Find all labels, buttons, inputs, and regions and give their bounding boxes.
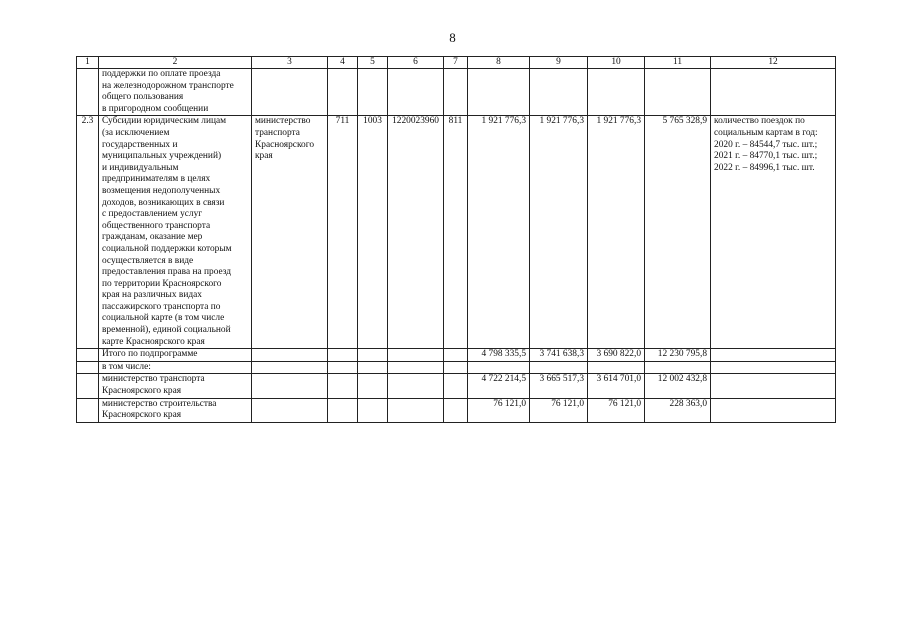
cell-text-line: социальной карте (в том числе [102,313,225,324]
amount-cell [530,69,588,116]
code-cell: 1220023960 [388,116,444,349]
cell-text-line: возмещения недополученных [102,185,221,196]
header-cell: 11 [645,57,711,69]
table-body [77,69,836,423]
table-row [77,374,836,398]
cell-text-line: Субсидии юридическим лицам [102,116,227,127]
amount-cell: 12 002 432,8 [645,374,711,398]
header-cell: 10 [588,57,645,69]
code-cell [388,374,444,398]
amount-cell: 3 614 701,0 [588,374,645,398]
code-cell [328,349,358,362]
cell-text-line: края на различных видах [102,290,202,301]
cell-text-line: социальным картам в год: [714,127,818,138]
result-cell [711,398,836,422]
cell-text-line: гражданам, оказание мер [102,232,203,243]
table-row [77,361,836,374]
code-cell [358,361,388,374]
cell-text-line: 2021 г. – 84770,1 тыс. шт.; [714,151,818,162]
administrator-cell [252,116,328,349]
code-cell [444,69,468,116]
header-row [77,57,836,69]
row-number-cell [77,361,99,374]
code-cell [444,374,468,398]
amount-cell: 1 921 776,3 [588,116,645,349]
cell-text-line: транспорта [255,127,300,138]
description-cell [99,116,252,349]
cell-text-line: по территории Красноярского [102,278,222,289]
header-cell: 5 [358,57,388,69]
table-row [77,349,836,362]
cell-text-line: муниципальных учреждений) [102,151,222,162]
header-cell: 7 [444,57,468,69]
result-cell [711,374,836,398]
code-cell [388,398,444,422]
code-cell [388,349,444,362]
cell-text-line: предоставления права на проезд [102,267,232,278]
description-cell [99,374,252,398]
header-cell: 2 [99,57,252,69]
amount-cell [645,361,711,374]
header-cell: 12 [711,57,836,69]
cell-text-line: Итого по подпрограмме [102,349,198,360]
amount-cell [588,69,645,116]
amount-cell: 4 798 335,5 [468,349,530,362]
code-cell: 811 [444,116,468,349]
cell-text-line: пассажирского транспорта по [102,301,221,312]
table-row [77,398,836,422]
header-cell: 6 [388,57,444,69]
code-cell [358,374,388,398]
cell-text-line: карте Красноярского края [102,336,205,347]
code-cell [358,69,388,116]
row-number-cell [77,374,99,398]
code-cell [444,398,468,422]
cell-text-line: и индивидуальным [102,162,179,173]
cell-text-line: временной), единой социальной [102,325,231,336]
result-cell [711,69,836,116]
amount-cell: 4 722 214,5 [468,374,530,398]
code-cell [358,349,388,362]
amount-cell: 76 121,0 [468,398,530,422]
description-cell [99,69,252,116]
cell-text-line: края [255,151,273,162]
description-cell [99,398,252,422]
cell-text-line: Красноярского края [102,410,182,421]
amount-cell [468,361,530,374]
table-row [77,116,836,349]
cell-text-line: 2020 г. – 84544,7 тыс. шт.; [714,139,818,150]
result-cell [711,349,836,362]
cell-text-line: в том числе: [102,361,151,372]
result-cell [711,116,836,349]
cell-text-line: с предоставлением услуг [102,209,203,220]
administrator-cell [252,374,328,398]
amount-cell [468,69,530,116]
amount-cell: 5 765 328,9 [645,116,711,349]
administrator-cell [252,398,328,422]
row-number-cell: 2.3 [77,116,99,349]
cell-text-line: министерство транспорта [102,374,205,385]
amount-cell: 3 690 822,0 [588,349,645,362]
cell-text-line: министерство [255,116,311,127]
amount-cell: 1 921 776,3 [468,116,530,349]
code-cell: 711 [328,116,358,349]
administrator-cell [252,69,328,116]
row-number-cell [77,398,99,422]
amount-cell: 1 921 776,3 [530,116,588,349]
code-cell [328,398,358,422]
code-cell [388,69,444,116]
amount-cell [645,69,711,116]
cell-text-line: в пригородном сообщении [102,103,209,114]
amount-cell: 228 363,0 [645,398,711,422]
cell-text-line: Красноярского [255,139,315,150]
description-cell [99,361,252,374]
cell-text-line: осуществляется в виде [102,255,194,266]
amount-cell [588,361,645,374]
code-cell [328,69,358,116]
cell-text-line: на железнодорожном транспорте [102,80,234,91]
code-cell [328,361,358,374]
cell-text-line: 2022 г. – 84996,1 тыс. шт. [714,162,815,173]
amount-cell: 3 665 517,3 [530,374,588,398]
code-cell [444,349,468,362]
cell-text-line: общественного транспорта [102,220,211,231]
cell-text-line: предпринимателям в целях [102,174,211,185]
cell-text-line: социальной поддержки которым [102,243,232,254]
code-cell [388,361,444,374]
code-cell: 1003 [358,116,388,349]
amount-cell: 3 741 638,3 [530,349,588,362]
table-row [77,69,836,116]
amount-cell [530,361,588,374]
cell-text-line: поддержки по оплате проезда [102,69,221,79]
cell-text-line: министерство строительства [102,398,217,409]
administrator-cell [252,349,328,362]
amount-cell: 76 121,0 [530,398,588,422]
code-cell [328,374,358,398]
cell-text-line: Красноярского края [102,386,182,397]
code-cell [358,398,388,422]
header-cell: 8 [468,57,530,69]
row-number-cell [77,69,99,116]
cell-text-line: государственных и [102,139,178,150]
code-cell [444,361,468,374]
header-cell: 3 [252,57,328,69]
header-cell: 4 [328,57,358,69]
budget-table [76,56,836,423]
cell-text-line: общего пользования [102,92,184,103]
description-cell [99,349,252,362]
cell-text-line: количество поездок по [714,116,805,127]
administrator-cell [252,361,328,374]
page-number: 8 [449,30,456,45]
amount-cell: 12 230 795,8 [645,349,711,362]
row-number-cell [77,349,99,362]
cell-text-line: (за исключением [102,127,170,138]
cell-text-line: доходов, возникающих в связи [102,197,225,208]
header-cell: 1 [77,57,99,69]
amount-cell: 76 121,0 [588,398,645,422]
result-cell [711,361,836,374]
header-cell: 9 [530,57,588,69]
